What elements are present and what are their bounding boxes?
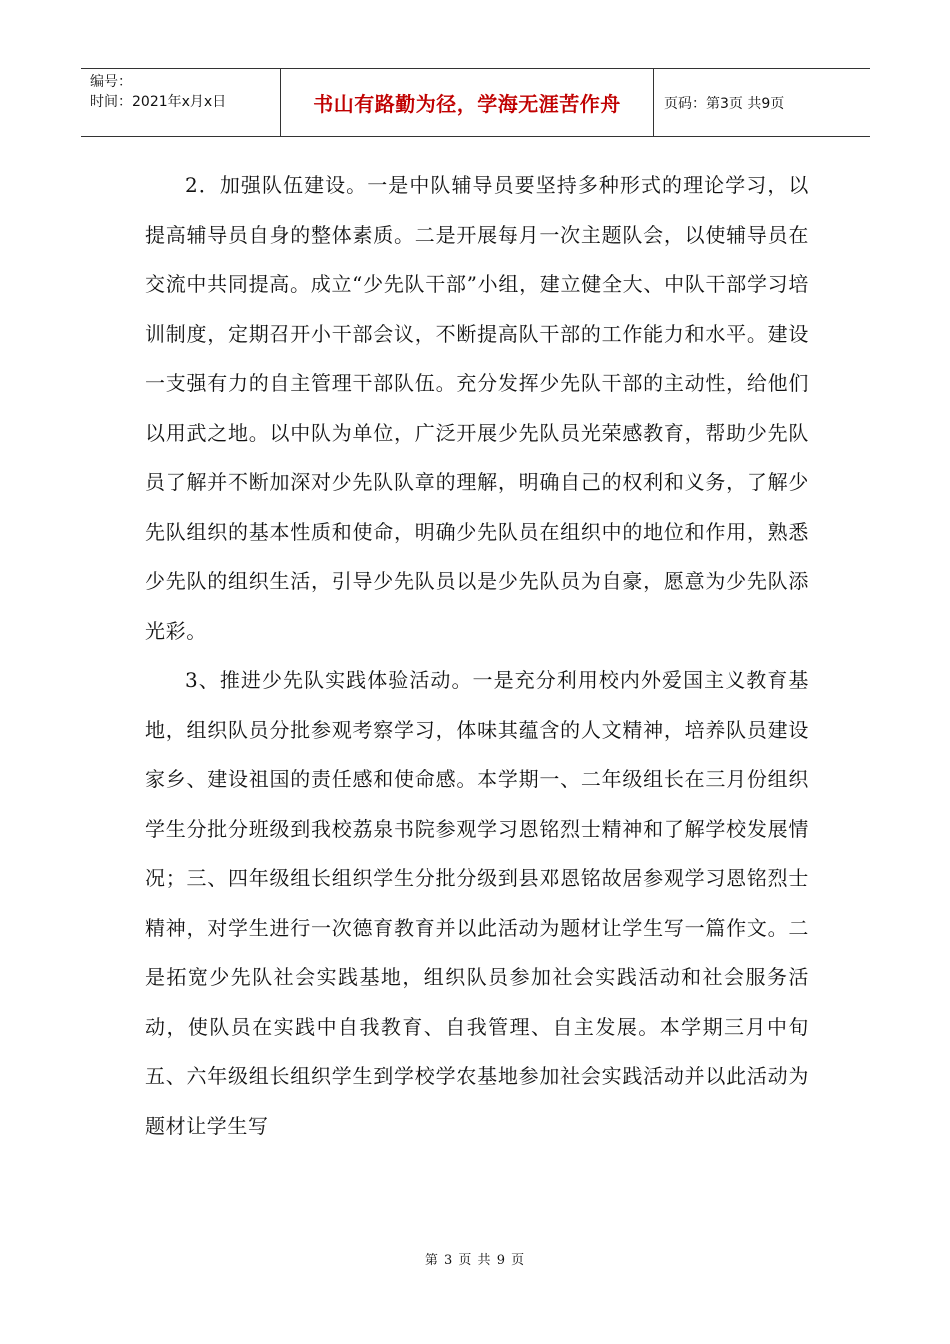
motto-text: 书山有路勤为径，学海无涯苦作舟 xyxy=(313,92,621,116)
paragraph-team-building: 2．加强队伍建设。一是中队辅导员要坚持多种形式的理论学习，以提高辅导员自身的整体素质。二是开展每月一次主题队会，以使辅导员在交流中共同提高。成立“少先队干部”小组，建立健全大、中队干部学习培训制度，定期召开小干部会议，不断提高队干部的工作能力和水平。建设一支强有力的自主管理干部队伍。充分发挥少先队干部的主动性，给他们以用武之地。以中队为单位，广泛开展少先队员光荣感教育，帮助少先队员了解并不断加深对少先队队章的理解，明确自己的权利和义务，了解少先队组织的基本性质和使命，明确少先队员在组织中的地位和作用，熟悉少先队的组织生活，引导少先队员以是少先队员为自豪，愿意为少先队添光彩。 xyxy=(145,173,809,643)
number-label: 编号： xyxy=(90,74,132,90)
header-meta xyxy=(81,69,281,136)
time-label: 时间：2021年x月x日 xyxy=(90,94,227,110)
page-footer: 第 3 页 共 9 页 xyxy=(424,1253,526,1268)
document-header xyxy=(81,68,870,137)
header-page-cell xyxy=(654,69,870,136)
page-label: 页码：第3页 共9页 xyxy=(664,95,785,112)
paragraph-practice-activities: 3、推进少先队实践体验活动。一是充分利用校内外爱国主义教育基地，组织队员分批参观考察学习，体味其蕴含的人文精神，培养队员建设家乡、建设祖国的责任感和使命感。本学期一、二年级组长在三月份组织学生分批分班级到我校荔泉书院参观学习恩铭烈士精神和了解学校发展情况；三、四年级组长组织学生分批分级到县邓恩铭故居参观学习恩铭烈士精神，对学生进行一次德育教育并以此活动为题材让学生写一篇作文。二是拓宽少先队社会实践基地，组织队员参加社会实践活动和社会服务活动，使队员在实践中自我教育、自我管理、自主发展。本学期三月中旬五、六年级组长组织学生到学校学农基地参加社会实践活动并以此活动为题材让学生写 xyxy=(145,668,809,1138)
header-motto-cell xyxy=(281,69,654,136)
document-body xyxy=(145,161,809,1151)
